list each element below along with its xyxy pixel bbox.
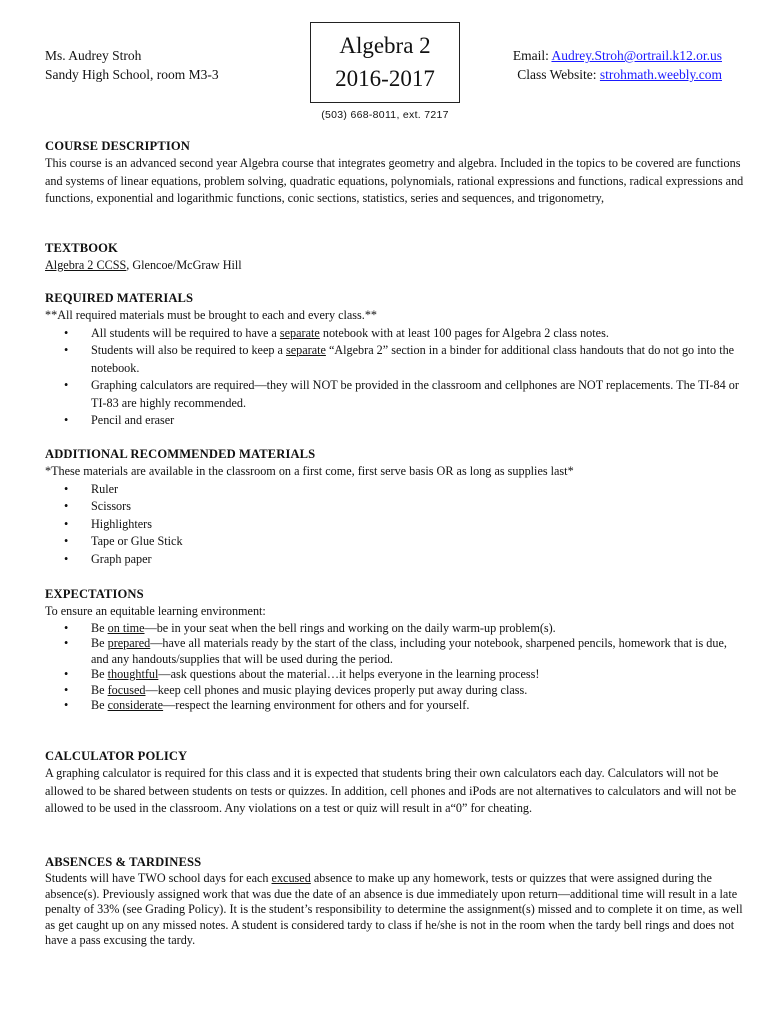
section-heading: COURSE DESCRIPTION [45, 139, 190, 153]
textbook-line [45, 257, 745, 275]
required-note: **All required materials must be brought to each and every class.** [45, 308, 378, 322]
item-text: Graph paper [91, 551, 152, 566]
course-title: Algebra 2 [339, 33, 431, 58]
section-heading: TEXTBOOK [45, 241, 118, 255]
item-keyword: considerate [107, 698, 164, 713]
expectations-section [45, 586, 745, 714]
required-materials-section [45, 290, 745, 430]
bullet: • [64, 636, 69, 651]
list-item [45, 481, 745, 499]
bullet: • [64, 516, 69, 531]
additional-list [45, 481, 745, 569]
item-text: Graphing calculators are [91, 378, 214, 392]
list-item [45, 516, 745, 534]
course-title-box [310, 22, 460, 103]
item-text: “Algebra 2” section in a binder for additional class handouts that do not go into the notebook. [91, 343, 735, 375]
textbook-title: Algebra 2 CCSS [45, 258, 127, 272]
website-link[interactable]: strohmath.weebly.com [599, 67, 722, 82]
textbook-publisher: , Glencoe/McGraw Hill [126, 258, 242, 272]
bullet: • [64, 413, 69, 427]
course-description-text: This course is an advanced second year Algebra course that integrates geometry and algebra. Included in the topics to be covered are functions and systems of linear equations, problem solving, quadratic equations, polynomials, rational expressions and functions, radical expressions and functions, exponential and logarithmic functions, conic sections, statistics, series and sequences, and trigonometry, [45, 156, 744, 205]
bullet: • [64, 620, 69, 635]
item-keyword: separate [279, 325, 320, 340]
email-line [470, 46, 722, 65]
list-item [45, 551, 745, 569]
item-keyword: required [213, 378, 255, 392]
section-heading: CALCULATOR POLICY [45, 749, 188, 763]
bullet: • [64, 481, 69, 496]
absences-keyword: excused [271, 871, 311, 885]
course-description-section [45, 138, 745, 208]
list-item [45, 325, 745, 343]
additional-note: *These materials are available in the classroom on a first come, first serve basis OR as long as supplies last* [45, 464, 574, 478]
absences-text-part: absence to make up any homework, tests or quizzes that were assigned during the absence(s). Previously assigned work that was due the date of an absence is due immediately upon return—additional time will result in a late penalty of 33% (see Grading Policy). It is the student’s responsibility to determine the assignment(s) missed and to complete it on time, as well as get caught up on any missed notes. A student is considered tardy to class if he/she is not in the room when the tardy bell rings and does not have a pass excusing the tardy. [45, 871, 743, 948]
list-item [45, 698, 745, 714]
list-item [45, 412, 745, 430]
textbook-section [45, 240, 745, 275]
item-text: —keep cell phones and music playing devices properly put away during class. [145, 682, 528, 697]
list-item [45, 498, 745, 516]
bullet: • [64, 378, 69, 392]
item-text: to keep a [235, 343, 286, 357]
calculator-policy-section [45, 748, 745, 818]
item-keyword: separate [285, 343, 326, 357]
website-line [470, 65, 722, 84]
bullet: • [64, 343, 69, 357]
item-text: —ask questions about the material…it helps everyone in the learning process! [158, 667, 540, 682]
list-item [45, 621, 745, 637]
expectations-list [45, 621, 745, 715]
item-text: Ruler [91, 481, 119, 496]
item-text: Be [91, 682, 108, 697]
school-room: Sandy High School, room M3-3 [45, 67, 219, 82]
section-heading: ADDITIONAL RECOMMENDED MATERIALS [45, 447, 316, 461]
list-item [45, 667, 745, 683]
email-link[interactable]: Audrey.Stroh@ortrail.k12.or.us [551, 48, 722, 63]
section-heading: ABSENCES & TARDINESS [45, 855, 202, 869]
item-text: —have all materials ready by the start of the class, including your notebook, sharpened pencils, homework that is due, and any handouts/supplies that will be used during the period. [91, 636, 727, 666]
item-text: Be [91, 636, 108, 651]
item-text: —respect the learning environment for others and for yourself. [163, 698, 470, 713]
website-label: Class Website: [517, 67, 600, 82]
item-keyword: thoughtful [107, 667, 159, 682]
bullet: • [64, 667, 69, 682]
calculator-policy-text: A graphing calculator is required for this class and it is expected that students bring their own calculators each day. Calculators will not be allowed to be shared between students on tests or quizzes. In addition, cell phones and iPods are not alternatives to calculators and will not be allowed to be used in the classroom. Any violations on a test or quiz will result in a“0” for cheating. [45, 766, 737, 815]
contact-info [470, 46, 722, 84]
absences-section [45, 854, 745, 949]
item-text: Highlighters [91, 516, 152, 531]
item-text: All students will be [91, 325, 190, 340]
teacher-info [45, 46, 219, 84]
phone-number: (503) 668-8011, ext. 7217 [321, 109, 449, 121]
section-heading: EXPECTATIONS [45, 587, 144, 601]
list-item [45, 342, 745, 377]
item-text: notebook with at least 100 pages for Algebra 2 class notes. [319, 325, 609, 340]
list-item [45, 533, 745, 551]
item-text: —they will NOT be provided in the classroom and cellphones are NOT replacements. The TI-84 or TI-83 are highly recommended. [91, 378, 739, 410]
email-label: Email: [512, 48, 552, 63]
item-text: to have a [229, 325, 280, 340]
additional-materials-section [45, 446, 745, 568]
item-keyword: focused [107, 682, 146, 697]
item-text: Pencil and eraser [91, 413, 175, 427]
bullet: • [64, 551, 69, 566]
bullet: • [64, 682, 69, 697]
item-keyword: prepared [107, 636, 151, 651]
absences-text [45, 871, 745, 949]
absences-text-part: Students will have TWO school days for each [45, 871, 272, 885]
list-item [45, 683, 745, 699]
bullet: • [64, 698, 69, 713]
bullet: • [64, 499, 69, 513]
bullet: • [64, 534, 69, 548]
item-text: —be in your seat when the bell rings and working on the daily warm-up problem(s). [144, 620, 556, 635]
teacher-name: Ms. Audrey Stroh [45, 48, 142, 63]
item-text: Students will also be [91, 343, 196, 357]
item-keyword: required [189, 325, 230, 340]
item-keyword: on time [107, 620, 145, 635]
item-text: Scissors [91, 499, 131, 513]
bullet: • [64, 325, 69, 340]
expectations-intro: To ensure an equitable learning environment: [45, 604, 266, 618]
item-text: Be [91, 620, 108, 635]
required-list [45, 325, 745, 430]
list-item [45, 377, 745, 412]
item-text: Be [91, 667, 108, 682]
item-keyword: required [195, 343, 236, 357]
list-item [45, 636, 745, 667]
item-text: Tape or Glue Stick [91, 534, 183, 548]
item-text: Be [91, 698, 108, 713]
school-year: 2016-2017 [335, 66, 435, 91]
section-heading: REQUIRED MATERIALS [45, 291, 194, 305]
